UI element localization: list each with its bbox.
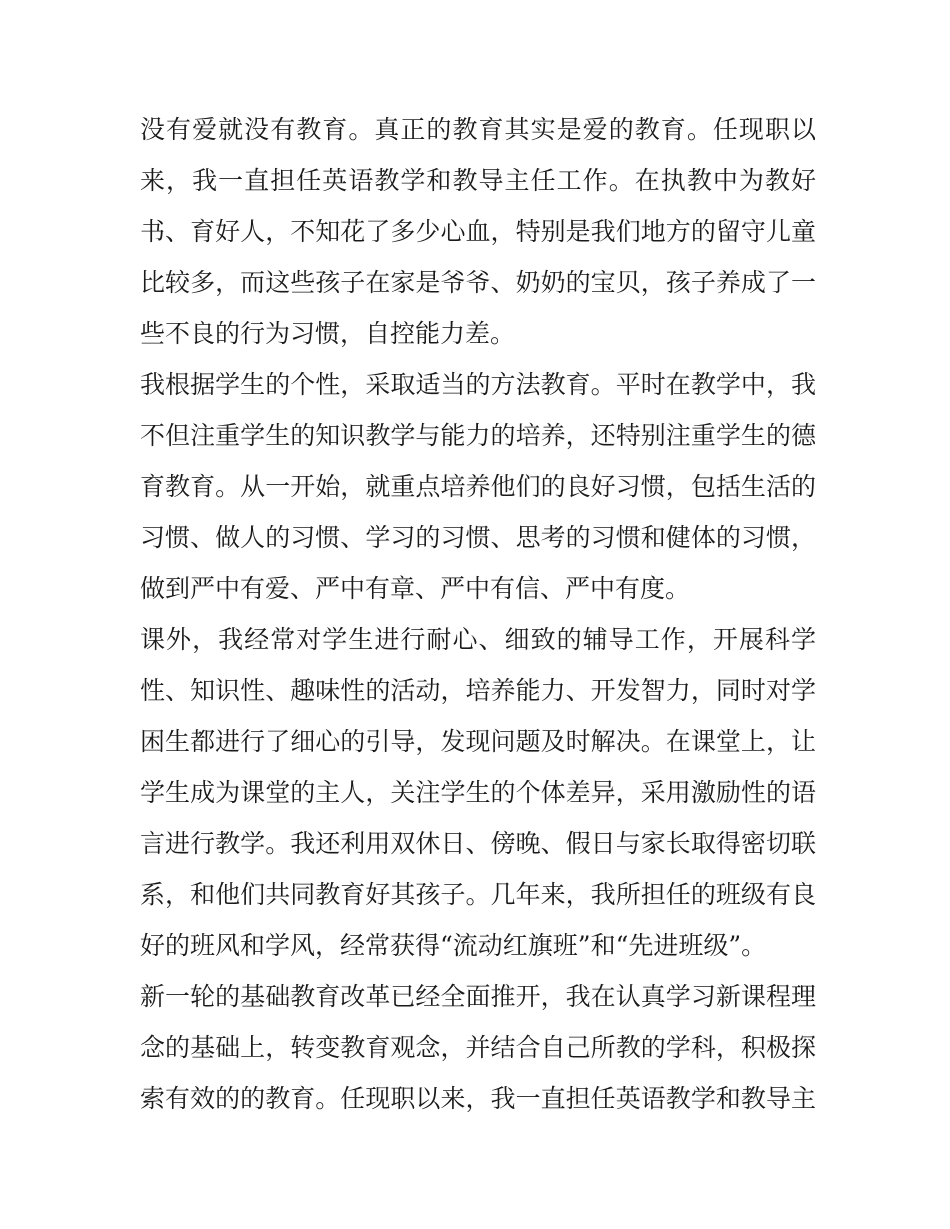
paragraph-3 xyxy=(140,614,816,971)
text-line: 我根据学生的个性，采取适当的方法教育。平时在教学中，我 xyxy=(140,370,816,399)
text-line: 好的班风和学风，经常获得“流动红旗班”和“先进班级”。 xyxy=(140,931,767,960)
paragraph-4 xyxy=(140,971,816,1124)
text-line: 言进行教学。我还利用双休日、傍晚、假日与家长取得密切联 xyxy=(140,829,816,858)
text-line: 育教育。从一开始，就重点培养他们的良好习惯，包括生活的 xyxy=(140,472,816,501)
text-line: 些不良的行为习惯，自控能力差。 xyxy=(140,319,516,348)
paragraph-2 xyxy=(140,359,816,614)
text-line: 不但注重学生的知识教学与能力的培养，还特别注重学生的德 xyxy=(140,421,816,450)
text-line: 来，我一直担任英语教学和教导主任工作。在执教中为教好 xyxy=(140,166,816,195)
text-line: 习惯、做人的习惯、学习的习惯、思考的习惯和健体的习惯， xyxy=(140,523,816,552)
text-line: 没有爱就没有教育。真正的教育其实是爱的教育。任现职以 xyxy=(140,115,816,144)
text-line: 念的基础上，转变教育观念，并结合自己所教的学科，积极探 xyxy=(140,1033,816,1062)
text-line: 性、知识性、趣味性的活动，培养能力、开发智力，同时对学 xyxy=(140,676,816,705)
paragraph-1 xyxy=(140,104,816,359)
text-line: 课外，我经常对学生进行耐心、细致的辅导工作，开展科学 xyxy=(140,625,816,654)
text-line: 学生成为课堂的主人，关注学生的个体差异，采用激励性的语 xyxy=(140,778,816,807)
text-line: 系，和他们共同教育好其孩子。几年来，我所担任的班级有良 xyxy=(140,880,816,909)
text-line: 书、育好人，不知花了多少心血，特别是我们地方的留守儿童 xyxy=(140,217,816,246)
text-line: 困生都进行了细心的引导，发现问题及时解决。在课堂上，让 xyxy=(140,727,816,756)
text-line: 比较多，而这些孩子在家是爷爷、奶奶的宝贝，孩子养成了一 xyxy=(140,268,816,297)
text-line: 索有效的的教育。任现职以来，我一直担任英语教学和教导主 xyxy=(140,1084,816,1113)
document-body xyxy=(140,104,816,1124)
text-line: 新一轮的基础教育改革已经全面推开，我在认真学习新课程理 xyxy=(140,982,816,1011)
text-line: 做到严中有爱、严中有章、严中有信、严中有度。 xyxy=(140,574,691,603)
